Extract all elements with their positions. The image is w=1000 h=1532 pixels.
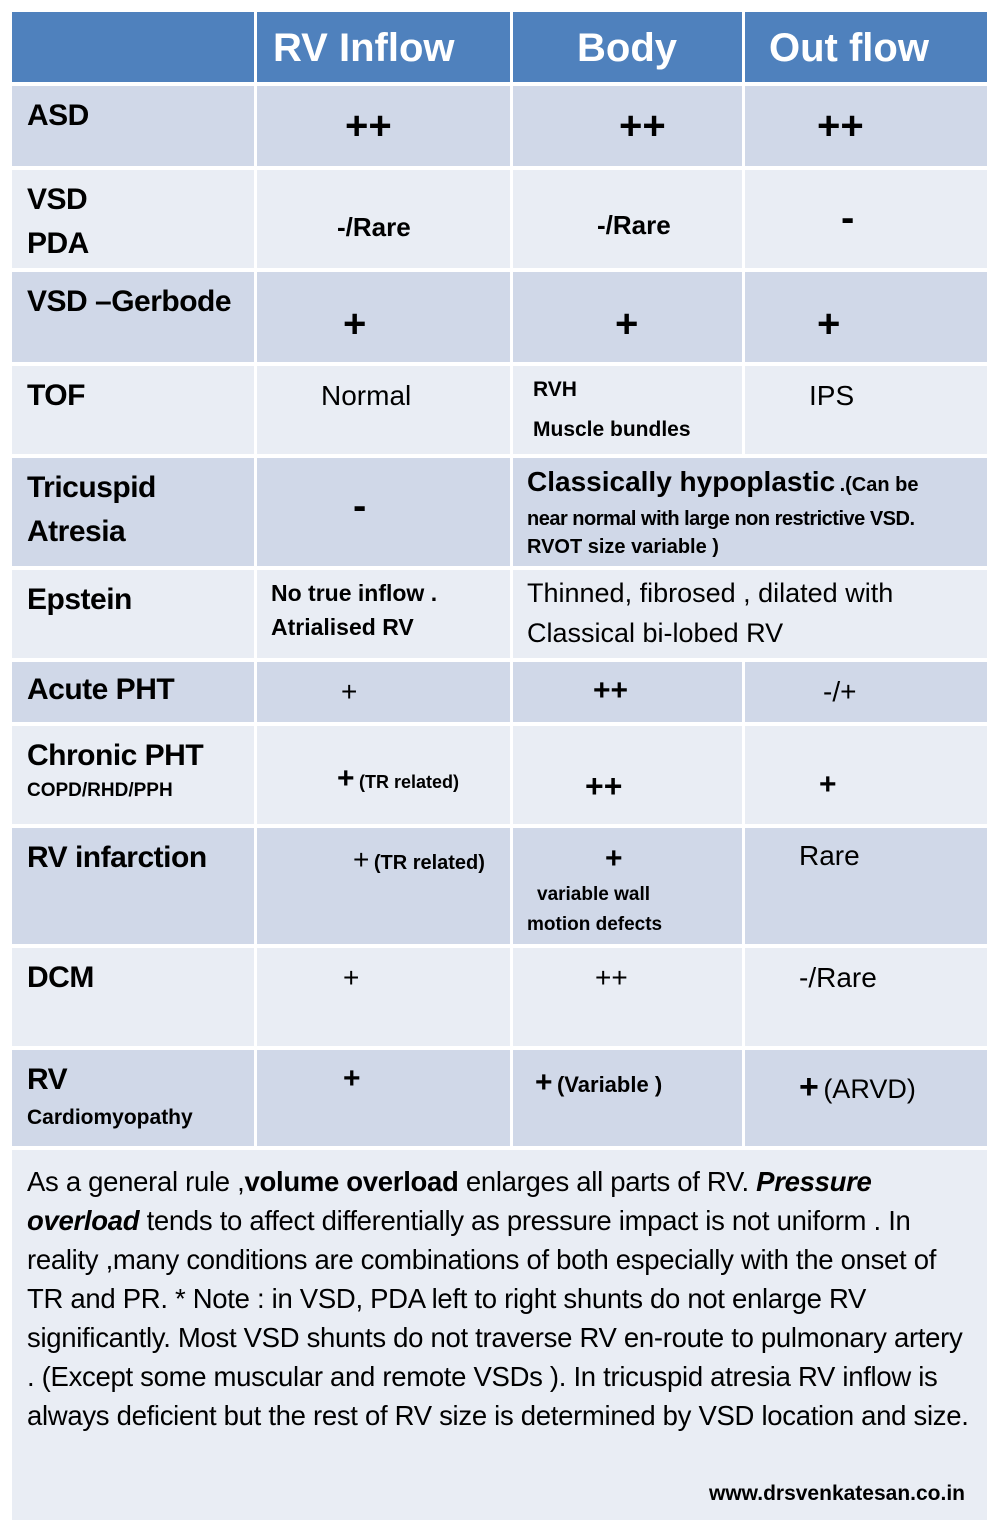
row-label: RV: [27, 1063, 68, 1096]
body-outflow-merged-cell: [513, 458, 987, 566]
row-label: Chronic PHT: [27, 739, 204, 772]
cell-value: +: [343, 1062, 361, 1095]
row-label: TOF: [27, 379, 85, 412]
cell-value: IPS: [809, 380, 855, 411]
inflow-cell: [257, 948, 510, 1046]
table-row: [12, 726, 987, 824]
cell-value: Classical bi-lobed RV: [527, 618, 784, 648]
cell-value: No true inflow .: [271, 580, 438, 606]
cell-value: -: [841, 196, 855, 240]
inflow-cell: [257, 458, 510, 566]
body-cell: [513, 828, 742, 944]
cell-value: ++: [593, 674, 629, 707]
row-label: DCM: [27, 961, 94, 994]
inflow-cell: [257, 366, 510, 454]
body-cell: [513, 86, 742, 166]
row-label: VSD: [27, 183, 88, 216]
cell-value: Thinned, fibrosed , dilated with: [527, 578, 894, 608]
cell-value: Classically hypoplastic: [527, 466, 836, 497]
cell-value: +: [353, 844, 370, 875]
row-label: Epstein: [27, 583, 132, 616]
row-label-2: Atresia: [27, 515, 126, 548]
cell-value: +: [535, 1066, 553, 1099]
cell-value: Muscle bundles: [533, 418, 691, 441]
outflow-cell: [745, 662, 987, 722]
table-row: [12, 366, 987, 454]
row-label-cell: [12, 662, 254, 722]
cell-note: .(Can be: [839, 474, 919, 496]
cell-value: ++: [345, 104, 392, 148]
table-row: [12, 570, 987, 658]
cell-note: (TR related): [373, 852, 485, 874]
table-row: [12, 86, 987, 166]
inflow-cell: [257, 570, 510, 658]
header-label: Body: [577, 26, 677, 70]
cell-value: Normal: [321, 380, 412, 411]
row-label-cell: [12, 458, 254, 566]
note-text: tends to affect differentially as pressure impact is not uniform . In reality ,many conditions are combinations of both especially with the onset of TR and PR. * Note : in VSD, PDA left to right shunts do not enlarge RV significantly. Most VSD shunts do not traverse RV en-route to pulmonary artery . (Except some muscular and remote VSDs ). In tricuspid atresia RV inflow is always deficient but the rest of RV size is determined by VSD location and size.: [27, 1205, 969, 1431]
outflow-cell: [745, 366, 987, 454]
cell-value: +: [605, 842, 623, 875]
cell-note: variable wall: [537, 884, 651, 905]
table-row: [12, 170, 987, 268]
body-cell: [513, 272, 742, 362]
outflow-cell: [745, 726, 987, 824]
header-corner-cell: [12, 12, 254, 82]
row-label-cell: [12, 828, 254, 944]
row-label: Tricuspid: [27, 471, 156, 504]
inflow-cell: [257, 726, 510, 824]
row-label: ASD: [27, 99, 89, 132]
body-cell: [513, 662, 742, 722]
inflow-cell: [257, 662, 510, 722]
row-label-cell: [12, 366, 254, 454]
cell-value: ++: [585, 768, 623, 804]
table-row: [12, 458, 987, 566]
note-emphasis-pressure-overload: Pressure overload: [27, 1166, 872, 1236]
inflow-cell: [257, 1050, 510, 1146]
table-row: [12, 948, 987, 1046]
body-cell: [513, 366, 742, 454]
note-paragraph: [27, 1162, 977, 1435]
cell-note: (ARVD): [823, 1074, 916, 1104]
table-header-row: [12, 12, 987, 82]
cell-value: Rare: [799, 840, 860, 871]
cell-value: +: [343, 302, 367, 346]
table-row: [12, 272, 987, 362]
header-outflow: [745, 12, 987, 82]
row-label-cell: [12, 86, 254, 166]
header-rv-inflow: [257, 12, 510, 82]
body-cell: [513, 1050, 742, 1146]
cell-value: ++: [817, 104, 864, 148]
note-emphasis-volume-overload: volume overload: [244, 1166, 459, 1197]
header-label: RV Inflow: [273, 26, 455, 70]
outflow-cell: [745, 1050, 987, 1146]
row-label-cell: [12, 948, 254, 1046]
row-label-cell: [12, 570, 254, 658]
body-cell: [513, 170, 742, 268]
cell-value: +: [817, 302, 841, 346]
inflow-cell: [257, 272, 510, 362]
website-url[interactable]: www.drsvenkatesan.co.in: [709, 1482, 965, 1505]
cell-value: +: [615, 302, 639, 346]
cell-note: (Variable ): [556, 1072, 663, 1097]
cell-value: -/+: [823, 676, 857, 707]
cell-value: +: [343, 962, 360, 993]
cell-note: near normal with large non restrictive VSD.: [527, 508, 915, 530]
header-body: [513, 12, 742, 82]
row-label-cell: [12, 272, 254, 362]
cell-value: RVH: [533, 378, 577, 401]
table-row: [12, 1050, 987, 1146]
row-label: Acute PHT: [27, 673, 175, 706]
cell-note: (TR related): [358, 772, 459, 792]
cell-value: +: [337, 762, 355, 795]
cell-value: -/Rare: [337, 212, 411, 242]
cell-value: -/Rare: [597, 210, 671, 240]
row-label-cell: [12, 726, 254, 824]
cell-value: Atrialised RV: [271, 614, 414, 640]
cell-value: ++: [595, 962, 628, 993]
inflow-cell: [257, 828, 510, 944]
outflow-cell: [745, 828, 987, 944]
outflow-cell: [745, 272, 987, 362]
row-sublabel: COPD/RHD/PPH: [27, 780, 173, 801]
row-label: VSD –Gerbode: [27, 285, 232, 318]
note-text: enlarges all parts of RV.: [458, 1166, 757, 1197]
inflow-cell: [257, 170, 510, 268]
outflow-cell: [745, 948, 987, 1046]
inflow-cell: [257, 86, 510, 166]
row-label-cell: [12, 170, 254, 268]
cell-note: RVOT size variable ): [527, 536, 719, 558]
cell-value: +: [819, 768, 837, 801]
table-row: [12, 662, 987, 722]
cell-value: -: [353, 484, 367, 528]
row-label-2: PDA: [27, 227, 89, 260]
table-row: [12, 828, 987, 944]
body-cell: [513, 948, 742, 1046]
note-text: As a general rule ,: [27, 1166, 245, 1197]
row-sublabel: Cardiomyopathy: [27, 1106, 193, 1129]
cell-value: ++: [619, 104, 666, 148]
cell-note: motion defects: [527, 914, 663, 935]
outflow-cell: [745, 170, 987, 268]
explanatory-note: [12, 1150, 987, 1520]
row-label: RV infarction: [27, 841, 207, 874]
outflow-cell: [745, 86, 987, 166]
cell-value: -/Rare: [799, 962, 877, 993]
cell-value: +: [341, 676, 358, 707]
header-label: Out flow: [769, 26, 929, 70]
body-outflow-merged-cell: [513, 570, 987, 658]
cell-value: +: [799, 1068, 819, 1106]
body-cell: [513, 726, 742, 824]
row-label-cell: [12, 1050, 254, 1146]
